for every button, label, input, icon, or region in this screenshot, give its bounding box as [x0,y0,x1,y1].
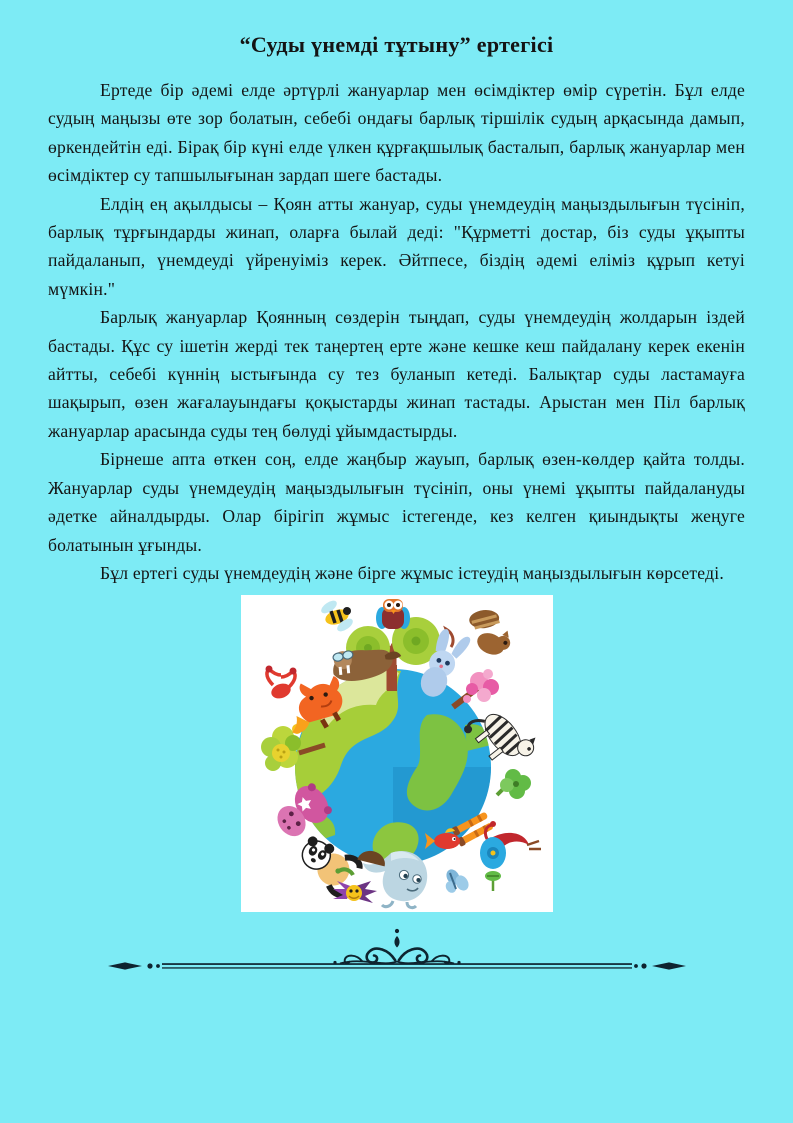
flourish-icon [108,929,686,970]
story-paragraph: Ертеде бір әдемі елде әртүрлі жануарлар мен өсімдіктер өмір сүретін. Бұл елде судың маңызы өте зор болатын, себебі ондағы барлық тіршілік судың арқасында дамып, өркендейтін еді. Бірақ бір күні елде үлкен құрғақшылық басталып, барлық жануарлар мен өсімдіктер су тапшылығынан зардап шеге бастады. [48,80,745,186]
clover-icon [497,769,531,799]
story-text [48,76,745,587]
story-paragraph: Елдің ең ақылдысы – Қоян атты жануар, суды үнемдеудің маңыздылығын түсініп, барлық тұрғындарды жинап, оларға былай деді: "Құрметті достар, біз суды ұқыпты пайдаланып, үнемдеуді үйренуіміз керек. Әйтпесе, біздің әдемі еліміз құрып кетуі мүмкін." [48,193,745,299]
story-paragraph: Барлық жануарлар Қоянның сөздерін тыңдап, суды үнемдеудің жолдарын іздей бастады. Құс су ішетін жерді тек таңертең ерте және кешке кеш пайдалану керек екенін айтты, себебі күннің ыстығында су тез буланып кетеді. Балықтар суды ластамауға шақырып, өзен жағалауындағы қоқыстарды жинап тастады. Арыстан мен Піл барлық жануарлар арасында суды тең бөлуді ұйымдастырды. [48,307,745,441]
crab-icon [265,666,296,701]
blossom-tree-icon [453,669,499,707]
squirrel-icon [456,598,521,660]
owl-icon [376,599,410,629]
story-paragraph: Бұл ертегі суды үнемдеудің және бірге жұмыс істеудің маңыздылығын көрсетеді. [100,562,724,583]
earth-with-animals-illustration [241,595,553,912]
butterfly-icon [443,867,471,895]
page-title: “Суды үнемді тұтыну” ертегісі [239,32,554,57]
story-paragraph: Бірнеше апта өткен соң, елде жаңбыр жауып, барлық өзен-көлдер қайта толды. Жануарлар суды үнемдеудің маңыздылығын түсініп, оны үнемі ұқыпты пайдалануды әдетке айналдырды. Олар бірігіп жұмыс істегенде, кез келген қиындықты жеңуге болатынын ұғынды. [48,449,745,555]
bee-icon [319,598,355,634]
sprout-icon [485,871,501,891]
ornamental-divider [104,926,690,978]
purple-bird-icon [333,881,377,903]
